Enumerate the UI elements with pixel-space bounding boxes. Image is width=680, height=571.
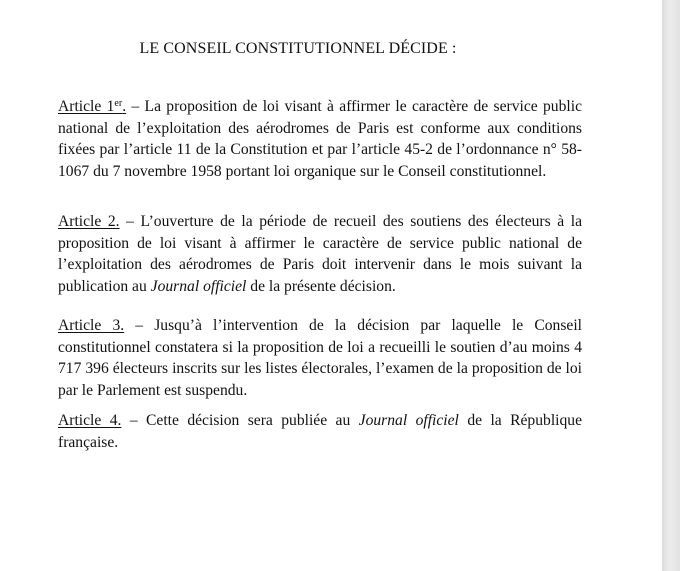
- article-1-label-suffix: .: [122, 98, 127, 115]
- article-2-journal-officiel: Journal officiel: [150, 277, 247, 295]
- article-2-body-before: – L’ouverture de la période de recueil des soutiens des électeurs à la proposition de loi visant à affirmer le caractère de service public national de l’exploitation des aérodromes de Paris doit intervenir dans le mois suivant la publication au: [58, 213, 583, 295]
- article-4-body-after: de la République française.: [58, 412, 583, 451]
- article-1-label-text: Article 1: [58, 98, 115, 115]
- article-2: [58, 211, 582, 297]
- article-1-label-sup: er: [114, 98, 123, 109]
- article-1-label: [58, 98, 126, 115]
- article-4-journal-officiel: Journal officiel: [358, 412, 459, 429]
- article-3-label: Article 3.: [58, 317, 125, 334]
- article-1-body: – La proposition de loi visant à affirmer le caractère de service public national de l’exploitation des aérodromes de Paris est conforme aux conditions fixées par l’article 11 de la Constitution et par l’article 45-2 de l’ordonnance n° 58-1067 du 7 novembre 1958 portant loi organique sur le Conseil constitutionnel.: [58, 98, 582, 180]
- article-2-body-after: de la présente décision.: [246, 277, 396, 295]
- decision-heading: LE CONSEIL CONSTITUTIONNEL DÉCIDE :: [139, 40, 457, 57]
- article-1: [58, 96, 582, 182]
- article-4: [58, 410, 582, 453]
- article-3: [58, 315, 582, 401]
- article-4-label: Article 4.: [58, 412, 122, 429]
- article-2-label: Article 2.: [58, 213, 120, 230]
- page-edge: [662, 0, 680, 571]
- article-3-body: – Jusqu’à l’intervention de la décision par laquelle le Conseil constitutionnel constatera si la proposition de loi a recueilli le soutien d’au moins 4 717 396 électeurs inscrits sur les listes électorales, l’examen de la proposition de loi par le Parlement est suspendu.: [58, 317, 583, 399]
- article-4-body-before: – Cette décision sera publiée au: [121, 412, 359, 429]
